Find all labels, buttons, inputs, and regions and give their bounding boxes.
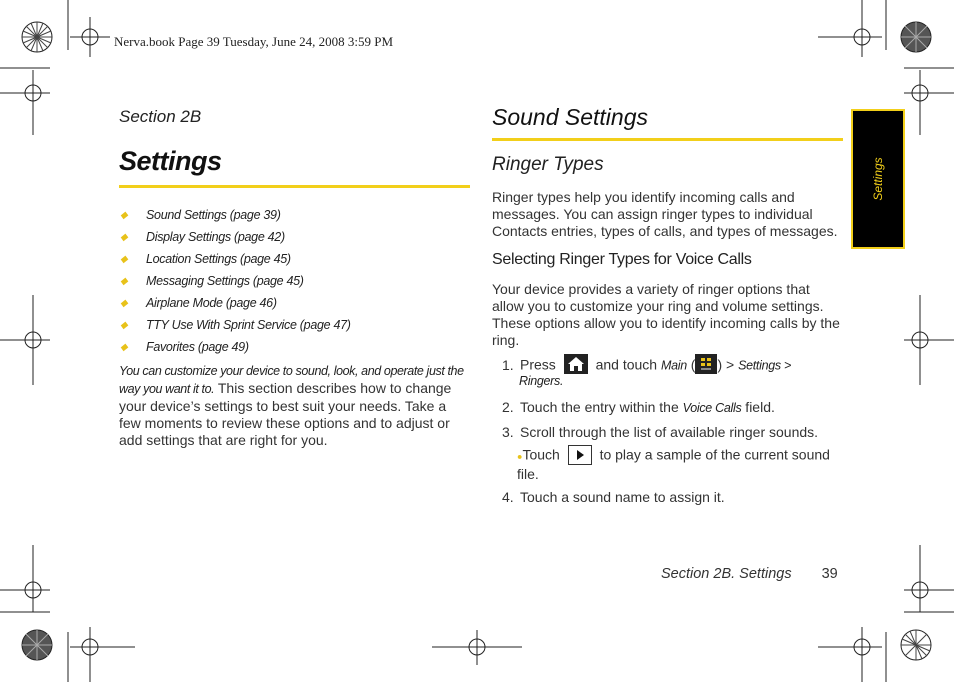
step-2: 2. Touch the entry within the Voice Calls field. <box>502 399 775 415</box>
intro-paragraph <box>119 362 471 449</box>
toc-item[interactable]: ◆ Favorites (page 49) <box>120 340 249 354</box>
selecting-ringer-paragraph: Your device provides a variety of ringer options that allow you to customize your ring and volume settings. These options allow you to identify incoming calls by the ring. <box>492 281 840 348</box>
diamond-bullet-icon: ◆ <box>120 319 128 331</box>
toc-item[interactable]: ◆ Display Settings (page 42) <box>120 230 285 244</box>
page-footer <box>661 566 838 582</box>
step-3: 3. Scroll through the list of available ringer sounds. <box>502 424 819 440</box>
diamond-bullet-icon: ◆ <box>120 209 128 221</box>
section-label: Section 2B <box>119 107 202 126</box>
toc-item[interactable]: ◆ Sound Settings (page 39) <box>120 208 281 222</box>
print-header: Nerva.book Page 39 Tuesday, June 24, 2008 3:59 PM <box>114 34 394 49</box>
page-title: Settings <box>119 146 222 176</box>
page-number: 39 <box>821 566 838 582</box>
title-rule <box>119 185 470 188</box>
intro-italic: You can customize your device to sound, look, and operate just the way you want it to. <box>119 364 464 396</box>
ringer-types-heading: Ringer Types <box>492 154 604 175</box>
step-3-substep: ●Touch to play a sample of the current sound file. <box>517 446 830 482</box>
home-icon <box>564 354 588 374</box>
intro-rest: This section describes how to change your device’s settings to best suit your needs. Take a few moments to review these options and to adjust or add settings that are right for you. <box>119 380 452 448</box>
toc-item[interactable]: ◆ Airplane Mode (page 46) <box>120 296 277 310</box>
ringer-types-paragraph: Ringer types help you identify incoming calls and messages. You can assign ringer types to individual Contacts entries, types of calls, and types of messages. <box>492 189 838 239</box>
heading-rule <box>492 138 843 141</box>
side-tab <box>851 109 905 249</box>
sound-settings-heading: Sound Settings <box>492 104 649 130</box>
step-4: 4. Touch a sound name to assign it. <box>502 489 725 505</box>
menu-icon <box>695 354 717 374</box>
diamond-bullet-icon: ◆ <box>120 275 128 287</box>
bullet-icon: ● <box>517 451 523 462</box>
play-icon <box>568 445 592 465</box>
diamond-bullet-icon: ◆ <box>120 297 128 309</box>
selecting-ringer-heading: Selecting Ringer Types for Voice Calls <box>492 251 752 268</box>
diamond-bullet-icon: ◆ <box>120 341 128 353</box>
toc-item[interactable]: ◆ Location Settings (page 45) <box>120 252 291 266</box>
diamond-bullet-icon: ◆ <box>120 231 128 243</box>
section-toc <box>120 204 351 358</box>
step-1: 1. Press and touch Main ( ) > Settings > <box>502 356 842 376</box>
toc-item[interactable]: ◆ Messaging Settings (page 45) <box>120 274 304 288</box>
diamond-bullet-icon: ◆ <box>120 253 128 265</box>
side-tab-label: Settings <box>871 157 885 201</box>
step-1-ringers: Ringers. <box>519 374 564 388</box>
toc-item[interactable]: ◆ TTY Use With Sprint Service (page 47) <box>120 318 351 332</box>
footer-section: Section 2B. Settings <box>661 566 792 582</box>
